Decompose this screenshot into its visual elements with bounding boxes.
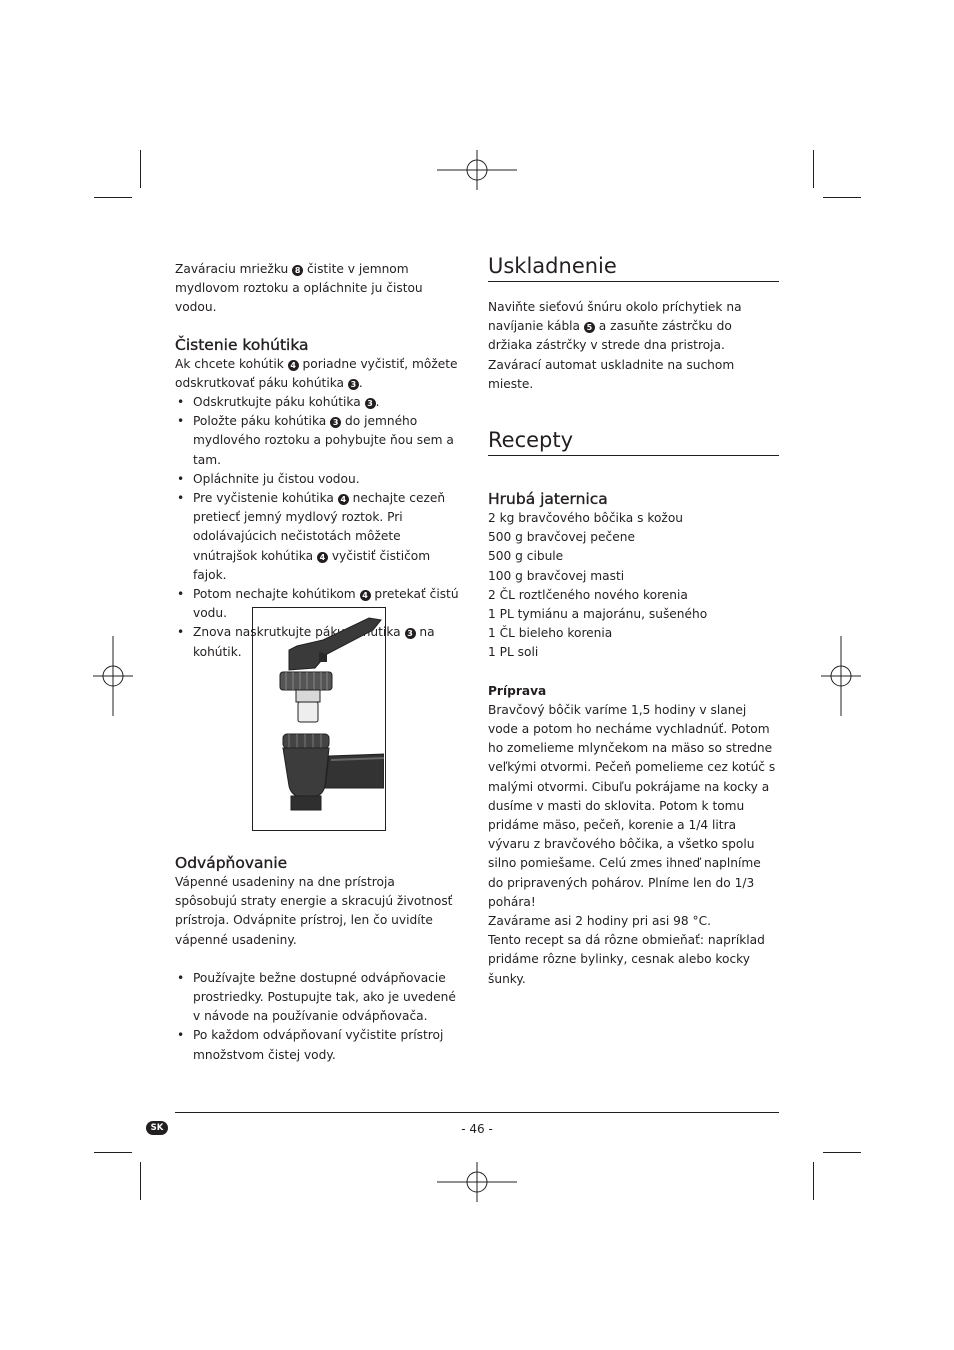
ingredient-item: 2 kg bravčového bôčika s kožou: [488, 511, 683, 526]
crop-mark: [140, 150, 141, 188]
priprava-paragraph: Bravčový bôčik varíme 1,5 hodiny v slanej vode a potom ho necháme vychladnúť. Potom ho zomelieme mlynčekom na mäso so stredne veľkými otvormi. Pečeň pomelieme cez kotúč s malými otvormi. Cibuľu pokrájame na kocky a dusíme v masti do sklovita. Potom k tomu pridáme mäso, pečeň, korenie a 1/4 litra vývaru z bravčového bôčika, a všetko spolu silno pomiešame. Celú zmes ihneď naplníme do pripravených pohárov. Plníme len do 1/3 pohára!: [488, 702, 776, 909]
list-item: • Pre vyčistenie kohútika 4 nechajte cezeň pretiecť jemný mydlový roztok. Pri odolávajúcich nečistotách môžete vnútrajšok kohútika 4 vyčistiť čističom fajok.: [175, 489, 460, 585]
page-number: - 46 -: [461, 1122, 493, 1136]
crop-mark: [94, 197, 132, 198]
ingredient-item: 2 ČL roztlčeného nového korenia: [488, 587, 688, 602]
crop-mark: [823, 1152, 861, 1153]
ingredient-item: 1 PL soli: [488, 645, 539, 660]
footer-rule: [175, 1112, 779, 1113]
tap-number-icon: 4: [338, 494, 349, 505]
ingredient-item: 1 PL tymiánu a majoránu, sušeného: [488, 607, 708, 622]
tap-number-icon: 4: [288, 360, 299, 371]
intro-paragraph: Zaváraciu mriežku 8 čistite v jemnom mydlovom roztoku a opláchnite ju čistou vodou.: [175, 262, 423, 315]
cistenie-paragraph: Ak chcete kohútik 4 poriadne vyčistiť, môžete odskrutkovať páku kohútika 3 .: [175, 356, 458, 390]
cable-holder-number-icon: 5: [584, 322, 595, 333]
language-badge: SK: [146, 1121, 168, 1135]
list-item: • Po každom odvápňovaní vyčistite prístroj množstvom čistej vody.: [175, 1026, 460, 1064]
section-heading-uskladnenie: Uskladnenie: [488, 252, 779, 282]
tap-number-icon: 4: [317, 552, 328, 563]
lever-number-icon: 3: [330, 417, 341, 428]
registration-mark-bottom: [437, 1162, 517, 1202]
crop-mark: [813, 1162, 814, 1200]
ingredient-item: 100 g bravčovej masti: [488, 568, 625, 583]
list-item: • Znova naskrutkujte páku kohútika 3 na kohútik.: [175, 623, 460, 661]
list-item: • Položte páku kohútika 3 do jemného mydlového roztoku a pohybujte ňou sem a tam.: [175, 412, 460, 470]
grill-number-icon: 8: [292, 265, 303, 276]
left-column-lower: [175, 853, 460, 1065]
registration-mark-right: [821, 636, 861, 716]
tap-illustration: [252, 607, 386, 831]
crop-mark: [823, 197, 861, 198]
list-item: • Opláchnite ju čistou vodou.: [175, 470, 460, 489]
ingredient-item: 500 g cibule: [488, 549, 564, 564]
priprava-paragraph-2: Zavárame asi 2 hodiny pri asi 98 °C.: [488, 914, 711, 929]
tap-drawing: [253, 608, 384, 829]
odvapnovanie-steps: [175, 969, 460, 1065]
section-heading-odvapnovanie: Odvápňovanie: [175, 854, 288, 872]
odvapnovanie-paragraph: Vápenné usadeniny na dne prístroja spôsobujú straty energie a skracujú životnosť prístroja. Odvápnite prístroj, len čo uvidíte vápenné usadeniny.: [175, 875, 453, 947]
section-heading-recepty: Recepty: [488, 426, 779, 456]
right-column: [488, 252, 779, 989]
uskladnenie-paragraph-2: Zavárací automat uskladnite na suchom mieste.: [488, 357, 735, 391]
section-heading-cistenie: Čistenie kohútika: [175, 335, 309, 354]
list-item: • Odskrutkujte páku kohútika 3 .: [175, 393, 460, 412]
uskladnenie-paragraph: Naviňte sieťovú šnúru okolo príchytiek na navíjanie kábla 5 a zasuňte zástrčku do držiaka zástrčky v strede dna pristroja.: [488, 300, 742, 353]
list-item: • Používajte bežne dostupné odvápňovacie prostriedky. Postupujte tak, ako je uvedené v návode na používanie odvápňovača.: [175, 969, 460, 1027]
tap-number-icon: 4: [360, 590, 371, 601]
lever-number-icon: 3: [405, 628, 416, 639]
registration-mark-left: [93, 636, 133, 716]
crop-mark: [94, 1152, 132, 1153]
lever-number-icon: 3: [348, 379, 359, 390]
crop-mark: [813, 150, 814, 188]
priprava-paragraph-3: Tento recept sa dá rôzne obmieňať: napríklad pridáme rôzne bylinky, cesnak alebo kocky šunky.: [488, 933, 765, 986]
registration-mark-top: [437, 150, 517, 190]
priprava-heading: Príprava: [488, 683, 547, 698]
left-column: [175, 260, 460, 662]
list-item: • Potom nechajte kohútikom 4 pretekať čistú vodu.: [175, 585, 460, 623]
recipe-title: Hrubá jaternica: [488, 490, 608, 509]
crop-mark: [140, 1162, 141, 1200]
ingredient-list: [488, 509, 779, 663]
lever-number-icon: 3: [365, 398, 376, 409]
ingredient-item: 1 ČL bieleho korenia: [488, 626, 613, 641]
ingredient-item: 500 g bravčovej pečene: [488, 530, 635, 545]
